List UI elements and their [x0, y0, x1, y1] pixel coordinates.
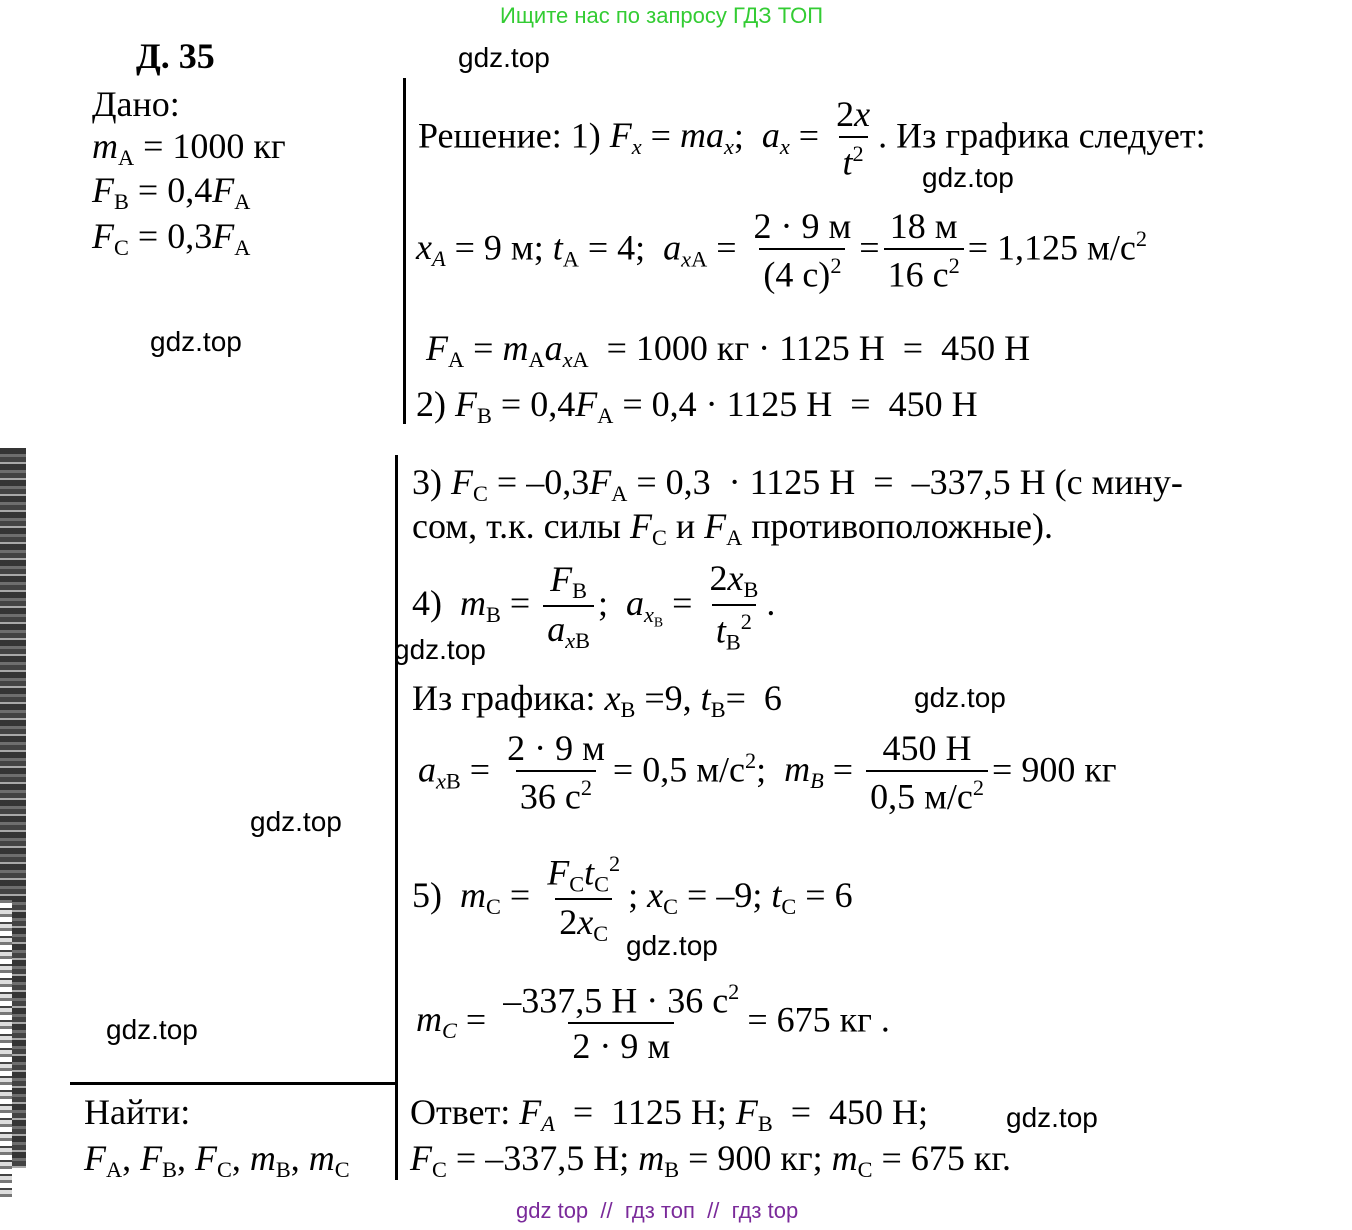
step3-note-b: сом, т.к. силы — [412, 506, 621, 546]
watermark: gdz.top — [914, 682, 1006, 713]
scan-edge-artifact-lower — [0, 900, 12, 1200]
watermark: gdz.top — [922, 162, 1014, 193]
find-list: $F_А$, $F_В$, $F_С$, $m_В$, $m_С$ — [84, 1138, 350, 1183]
solution-word: Решение: — [418, 115, 562, 156]
acceleration-a-line: $x_A = 9$ м; $t_А = 4$; $a_{xА}$ = $\frac{2 \cdot 9 м}{(4 с)^2}$ = $\frac{18 м}{16 с^2}$ = 1,125 $м/с^2$ — [416, 206, 1147, 295]
watermark: gdz.top — [626, 930, 718, 961]
from-graph-text: . Из графика следует: — [878, 115, 1206, 156]
from-graph-b-line: Из графика: $x_В =9$, $t_В= 6$ — [412, 678, 782, 723]
mass-c-line: $m_C$ = $\frac{-337,5 Н \cdot 36 с^2}{2 \cdot 9 м}$ = 675 кг . — [416, 979, 890, 1067]
from-graph-b-label: Из графика: — [412, 678, 596, 718]
watermark: gdz.top — [250, 806, 342, 837]
answer-line-2: $F_С = -337,5$ Н; $m_В = 900$ кг; $m_С = 675$ кг. — [410, 1138, 1012, 1183]
answer-label: Ответ: — [410, 1092, 511, 1132]
step3-line-1: 3) $F_С = -0,3F_А = 0,3 \cdot 1125$ Н = –337,5 Н (с мину- — [412, 462, 1183, 507]
given-title: Дано: — [92, 84, 180, 124]
divider-bottom — [395, 455, 398, 1180]
given-force-b: $F_В = 0,4F_А$ — [92, 170, 251, 215]
watermark: gdz.top — [1006, 1102, 1098, 1133]
watermark: gdz.top — [106, 1014, 198, 1045]
step3-line-2: сом, т.к. силы $F_С$ и $F_А$ противоположные). — [412, 506, 1053, 551]
watermark: gdz.top — [458, 42, 550, 73]
given-force-c: $F_С = 0,3F_А$ — [92, 216, 251, 261]
problem-number: Д. 35 — [136, 36, 215, 76]
footer-links[interactable]: gdz top // гдз топ // гдз top — [516, 1198, 799, 1223]
search-banner[interactable]: Ищите нас по запросу ГДЗ ТОП — [500, 3, 824, 28]
watermark: gdz.top — [394, 634, 486, 665]
divider-top — [403, 78, 406, 424]
step1-line: Решение: 1) $F_x = ma_x$; $a_x$ = $\frac{2x}{t^2}$ . Из графика следует: — [418, 94, 1206, 183]
step3-note-c: противоположные). — [751, 506, 1053, 546]
given-mass-a: $m_А = 1000$ кг — [92, 126, 286, 171]
step2-line: 2) $F_В = 0,4F_А = 0,4 \cdot 1125$ Н = 450 Н — [416, 384, 978, 429]
answer-line-1: Ответ: $F_A = 1125$ Н; $F_В = 450$ Н; — [410, 1092, 929, 1137]
step5-line: 5) $m_С$ = $\frac{F_Сt_С^2}{2x_С}$ ; $x_С = -9$; $t_С = 6$ — [412, 851, 853, 947]
step4-line: 4) $m_В$ = $\frac{F_В}{a_{xВ}}$ ; $a_{x_В}$ = $\frac{2x_В}{t_В^2}$ . — [412, 558, 776, 655]
step3-note-a: (с мину- — [1054, 462, 1183, 502]
mass-b-line: $a_{xВ}$ = $\frac{2 \cdot 9 м}{36 с^2}$ = 0,5 $м/с^2$; $m_B$ = $\frac{450 Н}{0,5 м/с^2}$ = 900 кг — [418, 728, 1117, 817]
force-a-line: $F_А = m_Аa_{xА} = 1000$ кг · 1125 Н = 450 Н — [426, 328, 1031, 373]
find-title: Найти: — [84, 1092, 191, 1132]
find-separator — [70, 1082, 396, 1085]
watermark: gdz.top — [150, 326, 242, 357]
